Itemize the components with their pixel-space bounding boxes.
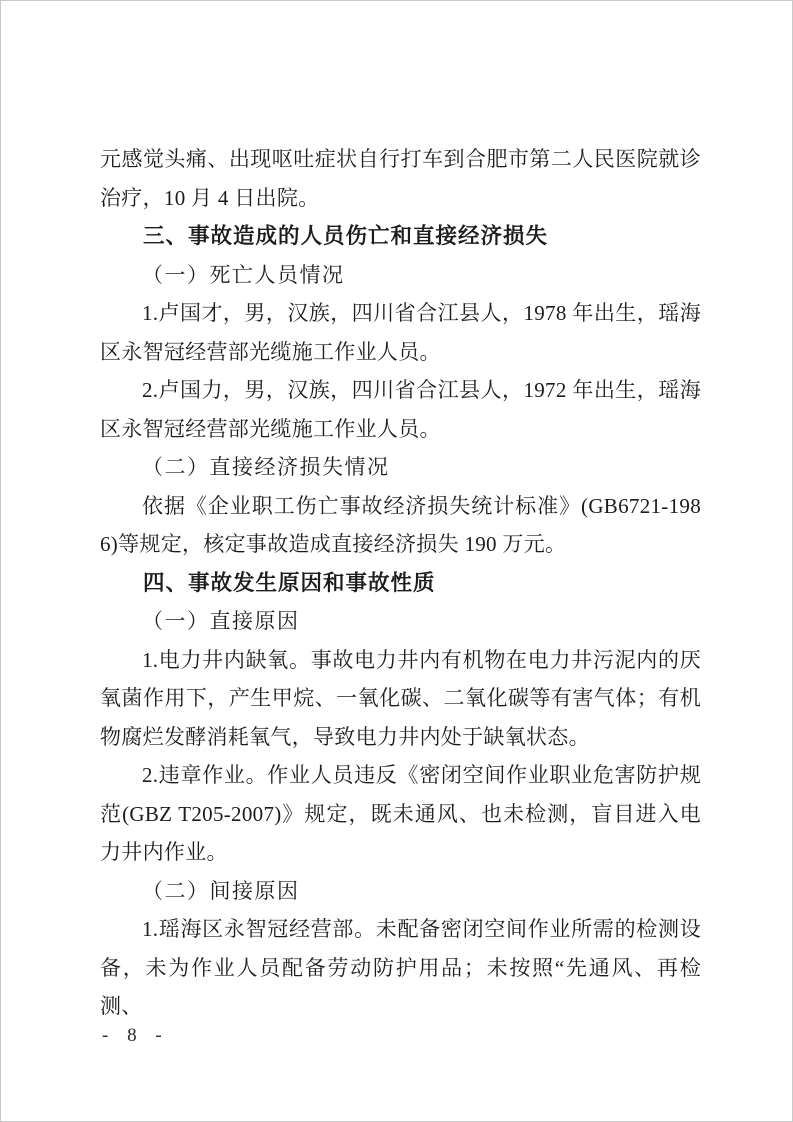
paragraph-indirect-cause-1: 1.瑶海区永智冠经营部。未配备密闭空间作业所需的检测设备，未为作业人员配备劳动防护用品；未按照“先通风、再检测、 <box>100 917 701 1018</box>
subsection-heading-4-2: （二）间接原因 <box>142 878 300 903</box>
subsection-heading-3-2: （二）直接经济损失情况 <box>142 455 390 479</box>
section-heading-4: 四、事故发生原因和事故性质 <box>143 570 436 595</box>
section-heading-3: 三、事故造成的人员伤亡和直接经济损失 <box>143 224 549 248</box>
paragraph-economic-loss: 依据《企业职工伤亡事故经济损失统计标准》(GB6721-1986)等规定，核定事故造成直接经济损失 190 万元。 <box>100 493 701 556</box>
paragraph-continuation: 元感觉头痛、出现呕吐症状自行打车到合肥市第二人民医院就诊治疗，10 月 4 日出院。 <box>100 147 701 210</box>
subsection-heading-4-1: （一）直接原因 <box>142 609 300 633</box>
paragraph-direct-cause-2: 2.违章作业。作业人员违反《密闭空间作业职业危害防护规范(GBZ T205-2007)》规定，既未通风、也未检测，盲目进入电力井内作业。 <box>100 763 701 864</box>
paragraph-direct-cause-1: 1.电力井内缺氧。事故电力井内有机物在电力井污泥内的厌氧菌作用下，产生甲烷、一氧化碳、二氧化碳等有害气体；有机物腐烂发酵消耗氧气，导致电力井内处于缺氧状态。 <box>100 647 701 749</box>
document-body <box>100 140 701 1026</box>
paragraph-victim-1: 1.卢国才，男，汉族，四川省合江县人，1978 年出生，瑶海区永智冠经营部光缆施工作业人员。 <box>100 301 701 364</box>
paragraph-victim-2: 2.卢国力，男，汉族，四川省合江县人，1972 年出生，瑶海区永智冠经营部光缆施工作业人员。 <box>100 378 701 441</box>
page-number: - 8 - <box>102 1025 169 1046</box>
subsection-heading-3-1: （一）死亡人员情况 <box>142 262 345 287</box>
